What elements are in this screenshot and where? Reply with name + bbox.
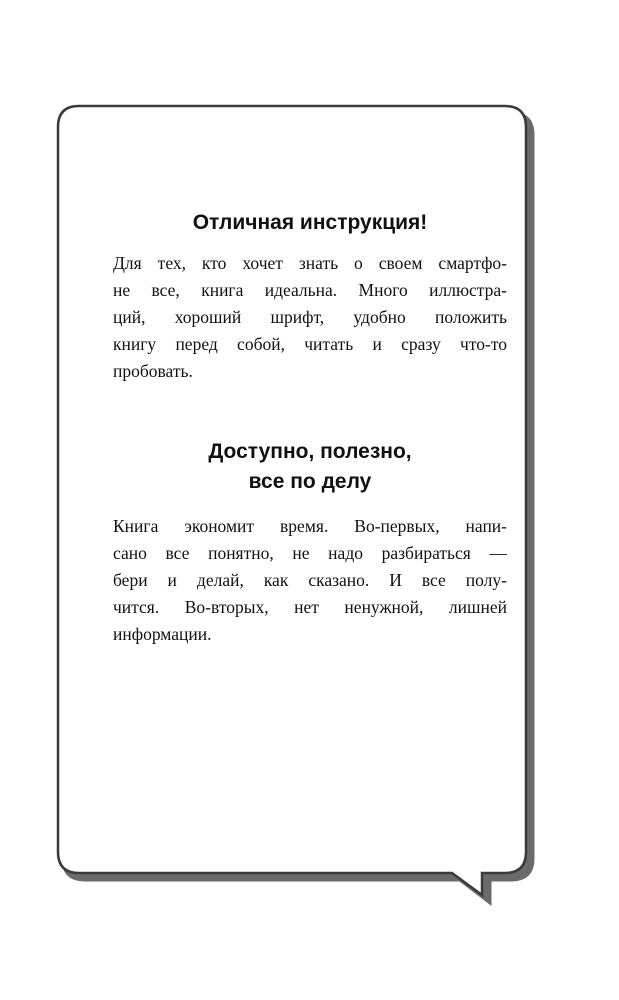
reviews-container [113, 208, 507, 648]
review-2-title-line-1: Доступно, полезно, [208, 440, 412, 463]
review-1-text-line-2: не все, книга идеальна. Много иллюстра- [113, 280, 507, 300]
review-2-text-line-5: информации. [113, 624, 212, 644]
review-1-text [113, 250, 507, 385]
review-2-text-line-2: сано все понятно, не надо разбираться — [113, 543, 507, 563]
review-2-title-line-2: все по делу [248, 470, 372, 493]
review-1-text-line-5: пробовать. [113, 361, 193, 381]
review-1-title-line-1: Отличная инструкция! [192, 211, 428, 234]
review-2-text [113, 513, 507, 648]
review-2-text-line-4: чится. Во-вторых, нет ненужной, лишней [113, 597, 507, 617]
review-1-title [113, 208, 507, 238]
review-2-text-line-3: бери и делай, как сказано. И все полу- [113, 570, 507, 590]
review-1-text-line-4: книгу перед собой, читать и сразу что-то [113, 334, 507, 354]
review-1-text-line-1: Для тех, кто хочет знать о своем смартфо- [113, 253, 507, 273]
review-2-title [113, 437, 507, 497]
review-2-text-line-1: Книга экономит время. Во-первых, напи- [113, 516, 507, 536]
review-1-text-line-3: ций, хороший шрифт, удобно положить [113, 307, 507, 327]
review-2 [113, 437, 507, 648]
review-1 [113, 208, 507, 385]
